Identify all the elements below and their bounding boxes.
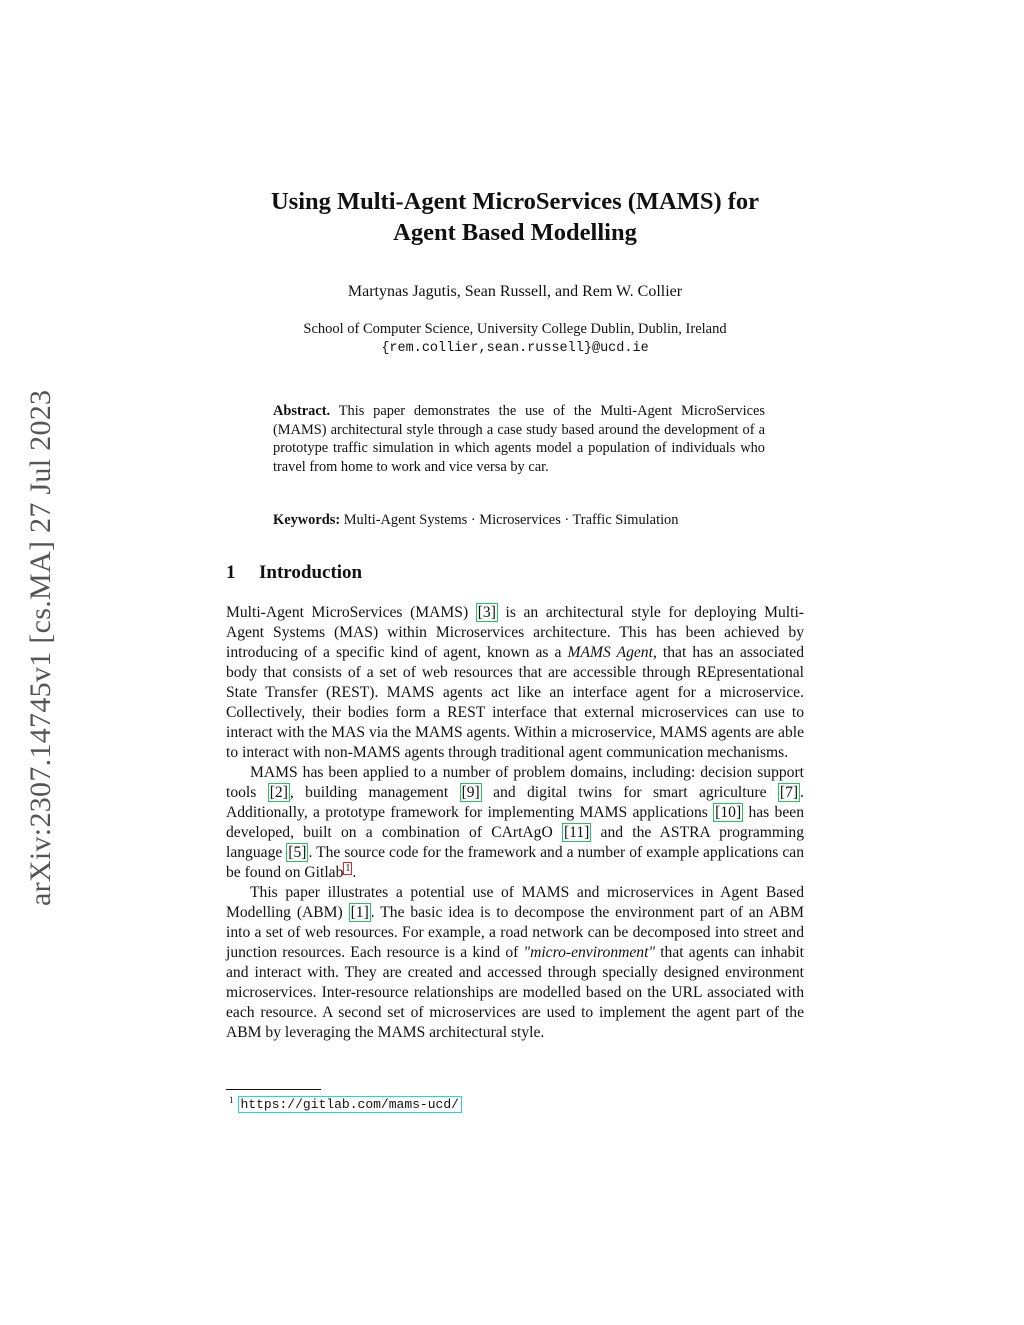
paragraph-3 (226, 883, 804, 1043)
body-text (226, 603, 804, 1043)
abstract (273, 402, 765, 476)
text-run: is an architectural style for deploying Multi-Agent Systems (MAS) within Microservices architecture. This has been achieved by introducing of a specific kind of agent, known as a (226, 604, 804, 661)
arxiv-identifier: arXiv:2307.14745v1 [cs.MA] 27 Jul 2023 (24, 389, 57, 906)
citation-link[interactable]: [3] (477, 604, 496, 621)
text-run: . (352, 864, 357, 881)
section-title: Introduction (259, 562, 363, 583)
title-line-1: Using Multi-Agent MicroServices (MAMS) for (270, 188, 760, 215)
citation-link[interactable]: [9] (461, 784, 480, 801)
text-run: , building management (289, 784, 460, 801)
text-run: MAMS has been applied to a number of problem domains, including: decision support tools (226, 764, 804, 801)
affiliation-block (200, 319, 830, 359)
footnote-url-link[interactable]: https://gitlab.com/mams-ucd/ (238, 1096, 462, 1113)
text-run: that agents can inhabit and interact with. They are created and accessed through specially designed environment microservices. Inter-resource relationships are modelled based on the URL associated with each resource. A second set of microservices are used to implement the agent part of the ABM by leveraging the MAMS architectural style. (226, 944, 804, 1041)
footnote-reference-link[interactable]: 1 (345, 862, 351, 874)
citation-link[interactable]: [11] (563, 824, 590, 841)
citation-link[interactable]: [2] (269, 784, 288, 801)
affiliation: School of Computer Science, University College Dublin, Dublin, Ireland (303, 321, 727, 337)
text-run: and digital twins for smart agriculture (481, 784, 778, 801)
citation-link[interactable]: [1] (350, 904, 369, 921)
section-heading (226, 562, 362, 584)
footnote-mark: 1 (229, 1095, 234, 1105)
emphasis-text: "micro-environment" (523, 944, 655, 961)
footnote (229, 1095, 462, 1112)
keywords-text: Multi-Agent Systems · Microservices · Traffic Simulation (343, 512, 679, 528)
text-run: Multi-Agent MicroServices (MAMS) (226, 604, 476, 621)
citation-link[interactable]: [10] (715, 804, 742, 821)
text-run: . Additionally, a prototype framework for implementing MAMS applications (226, 784, 804, 821)
emphasis-text: MAMS Agent (567, 644, 653, 661)
paper-title (200, 186, 830, 248)
section-number: 1 (226, 562, 236, 583)
text-run: , that has an associated body that consists of a set of web resources that are accessible through REpresentational State Transfer (REST). MAMS agents act like an interface agent for a microservice. Collectively, their bodies form a REST interface that external microservices can use to interact with the MAS via the MAMS agents. Within a microservice, MAMS agents are able to interact with non-MAMS agents through traditional agent communication mechanisms. (226, 644, 805, 761)
abstract-label: Abstract. (273, 403, 331, 419)
paragraph-2 (226, 763, 804, 883)
keywords (273, 512, 773, 529)
text-run: . The basic idea is to decompose the environment part of an ABM into a set of web resources. For example, a road network can be decomposed into street and junction resources. Each resource is a kind of (226, 904, 804, 961)
footnote-divider (226, 1089, 321, 1090)
text-run: This paper illustrates a potential use of MAMS and microservices in Agent Based Modelling (ABM) (226, 884, 804, 921)
title-line-2: Agent Based Modelling (393, 219, 637, 246)
citation-link[interactable]: [7] (779, 784, 799, 801)
text-run: has been developed, built on a combination of CArtAgO (226, 804, 804, 841)
text-run: . The source code for the framework and a number of example applications can be found on Gitlab (226, 844, 804, 881)
email-address: {rem.collier,sean.russell}@ucd.ie (381, 341, 649, 356)
text-run: and the ASTRA programming language (226, 824, 804, 861)
abstract-text: This paper demonstrates the use of the Multi-Agent MicroServices (MAMS) architectural style through a case study based around the development of a prototype traffic simulation in which agents model a population of individuals who travel from home to work and vice versa by car. (273, 403, 766, 475)
paragraph-1 (226, 603, 804, 763)
author-list: Martynas Jagutis, Sean Russell, and Rem W. Collier (347, 283, 683, 300)
citation-link[interactable]: [5] (288, 844, 307, 861)
keywords-label: Keywords: (273, 512, 341, 528)
